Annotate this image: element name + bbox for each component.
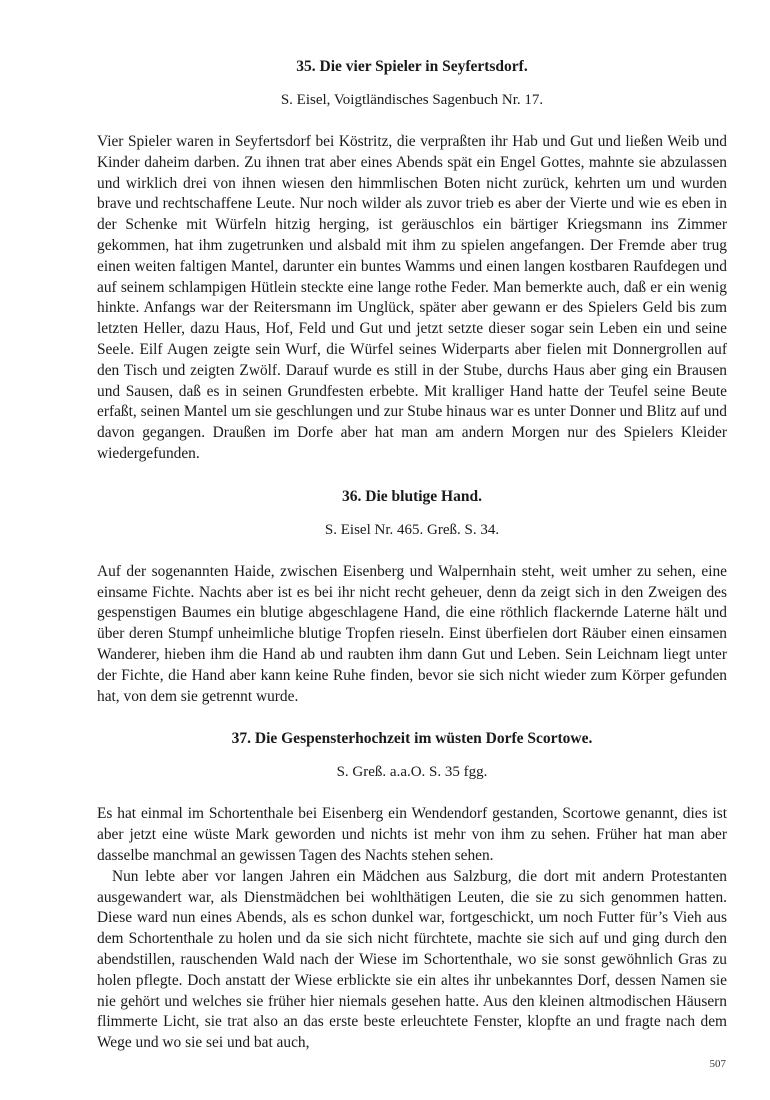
section-source-35: S. Eisel, Voigtländisches Sagenbuch Nr. 17.: [280, 92, 544, 108]
section-source-36: S. Eisel Nr. 465. Greß. S. 34.: [324, 521, 500, 538]
section-title-35: 35. Die vier Spieler in Seyfertsdorf.: [296, 58, 528, 75]
page-number: 507: [709, 1058, 726, 1070]
section-37-paragraph-2: Nun lebte aber vor langen Jahren ein Mädchen aus Salzburg, die dort mit andern Protestanten ausgewandert war, als Dienstmädchen bei wohlthätigen Leuten, die sie zu sich genommen hatten. Diese ward nun eines Abends, als es schon dunkel war, fortgeschickt, um noch Futter für’s Vieh aus dem Schortenthale zu holen und da sie sich nicht fürchtete, machte sie sich auf und ging durch den abendstillen, rauschenden Wald nach der Wiese im Schortenthale, wo sie sonst gewöhnlich Gras zu holen pflegte. Doch anstatt der Wiese erblickte sie ein altes ihr unbekanntes Dorf, dessen Namen sie nie gehört und welches sie früher hier niemals gesehen hatte. Aus den kleinen altmodischen Häusern flimmerte Licht, sie trat also an das erste beste erleuchtete Fenster, klopfte an und fragte nach dem Wege und wo sie sei und bat auch,: [97, 867, 727, 1052]
section-37-paragraph-1: Es hat einmal im Schortenthale bei Eisenberg ein Wendendorf gestanden, Scortowe genannt, dies ist aber jetzt eine wüste Mark geworden und nichts ist mehr von ihm zu sehen. Früher hat man aber dasselbe manchmal an gewissen Tagen des Nachts stehen sehen.: [97, 805, 727, 864]
section-title-36: 36. Die blutige Hand.: [342, 487, 482, 505]
section-35-paragraph-1: Vier Spieler waren in Seyfertsdorf bei Köstritz, die verpraßten ihr Hab und Gut und ließen Weib und Kinder daheim darben. Zu ihnen trat aber eines Abends spät ein Engel Gottes, mahnte sie abzulassen und wirklich drei von ihnen wiesen den himmlischen Boten nicht zurück, kehrten um und wurden brave und rechtschaffene Leute. Nur noch wilder als zuvor trieb es aber der Vierte und wie es eben in der Schenke mit Würfeln hitzig herging, ist geräuschlos ein bärtiger Kriegsmann ins Zimmer gekommen, hat ihm zugetrunken und alsbald mit ihm zu spielen angefangen. Der Fremde aber trug einen weiten faltigen Mantel, darunter ein buntes Wamms und einen langen kostbaren Raufdegen und auf seinem schlampigen Hütlein steckte eine lange rothe Feder. Man bemerkte auch, daß er ein wenig hinkte. Anfangs war der Reitersmann im Unglück, später aber gewann er des Spielers Geld bis zum letzten Heller, dazu Haus, Hof, Feld und Gut und jetzt setzte dieser sogar sein Leben ein und seine Seele. Eilf Augen zeigte sein Wurf, die Würfel seines Widerparts aber fielen mit Donnergrollen auf den Tisch und zeigten Zwölf. Darauf wurde es still in der Stube, durchs Haus aber ging ein Brausen und Sausen, daß es in seinen Grundfesten erbebte. Mit kralliger Hand hatte der Teufel seine Beute erfaßt, seinen Mantel um sie geschlungen und zur Stube hinaus war es unter Donner und Blitz auf und davon gegangen. Draußen im Dorfe aber hat man am andern Morgen nur des Spielers Kleider wiedergefunden.: [97, 133, 727, 462]
page-content: [97, 56, 727, 1054]
section-source-37: S. Greß. a.a.O. S. 35 fgg.: [336, 764, 488, 781]
section-title-37: 37. Die Gespensterhochzeit im wüsten Dorfe Scortowe.: [231, 730, 593, 748]
section-36-paragraph-1: Auf der sogenannten Haide, zwischen Eisenberg und Walpernhain steht, weit umher zu sehen, eine einsame Fichte. Nachts aber ist es bei ihr nicht recht geheuer, denn da zeigt sich in den Zweigen des gespenstigen Baumes ein blutige abgeschlagene Hand, die eine röthlich flackernde Laterne hält und über deren Stumpf unheimliche blutige Tropfen rieseln. Einst überfielen dort Räuber einen einsamen Wanderer, hieben ihm die Hand ab und raubten ihm dann Gut und Leben. Sein Leichnam liegt unter der Fichte, die Hand aber kann keine Ruhe finden, bevor sie sich nicht wieder zum Körper gefunden hat, von dem sie getrennt wurde.: [97, 562, 727, 705]
